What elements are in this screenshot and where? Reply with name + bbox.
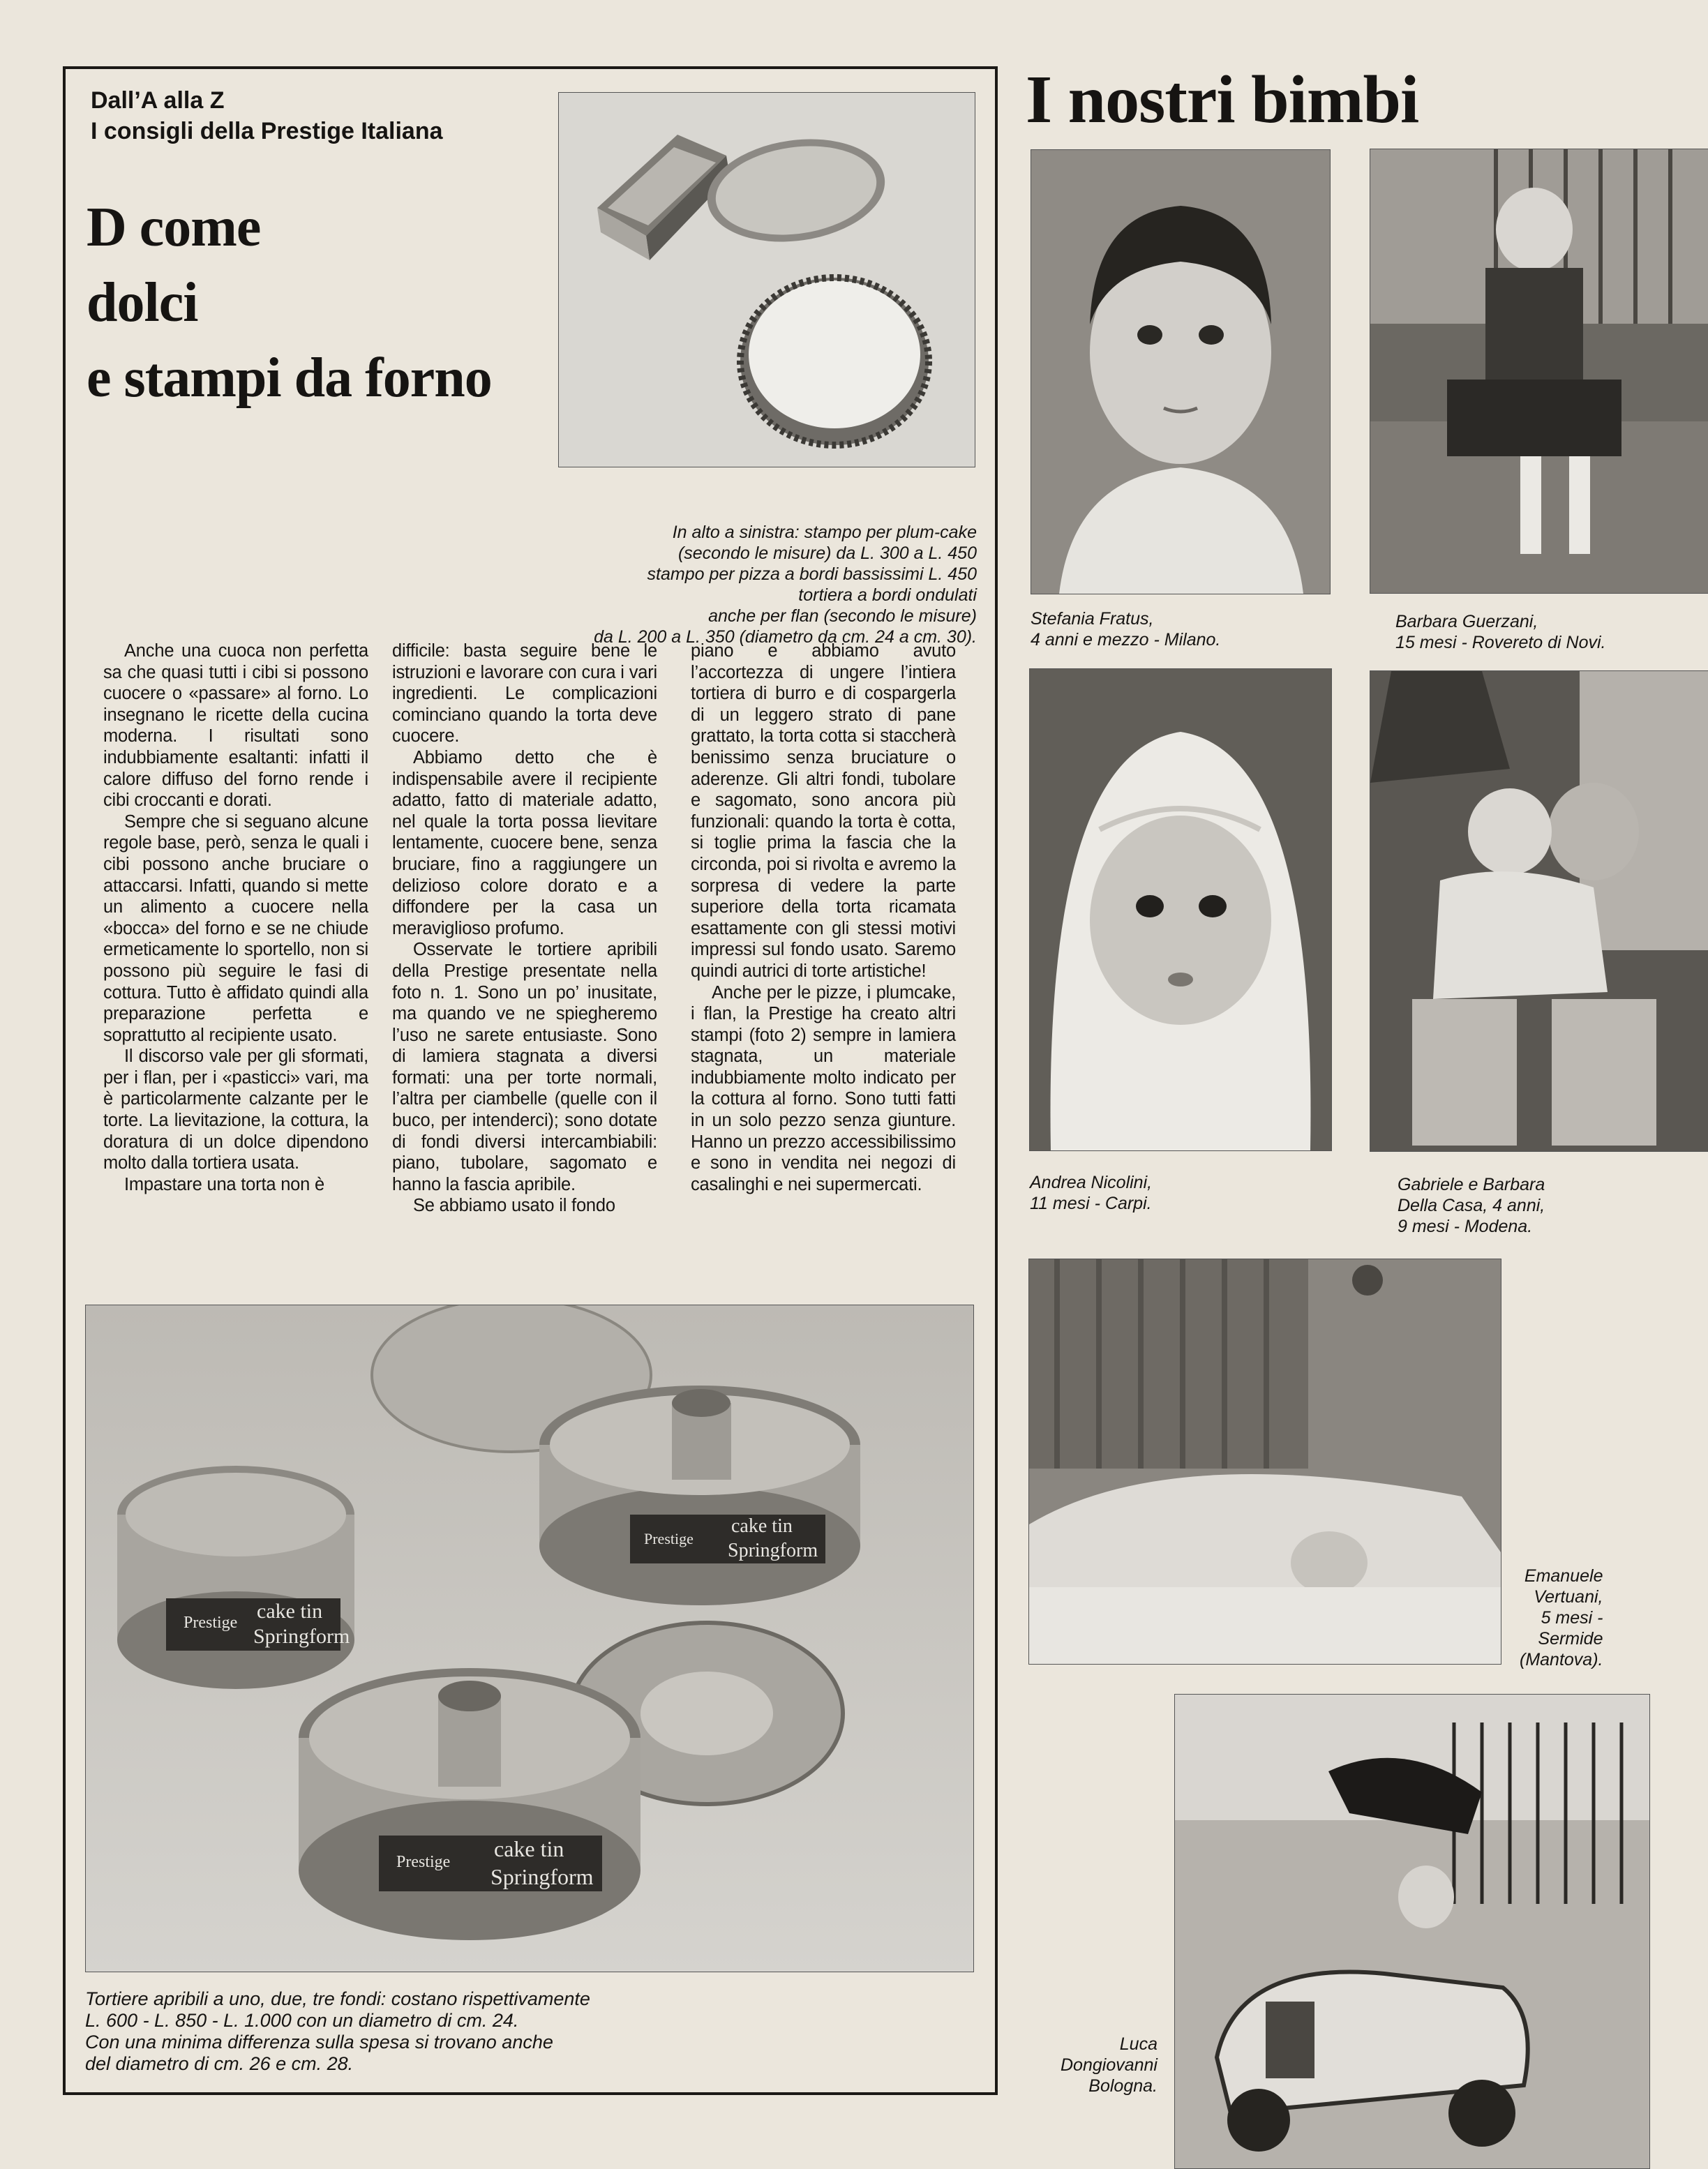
brand-label: Prestige <box>644 1530 694 1547</box>
kid-caption-emanuele <box>1520 1566 1603 1670</box>
caption-line: 5 mesi - <box>1541 1608 1603 1628</box>
caption-line: 9 mesi - Modena. <box>1398 1217 1533 1236</box>
kid-photo-andrea <box>1029 668 1332 1151</box>
headline-line: e stampi da forno <box>87 347 492 409</box>
kicker-line: Dall’A alla Z <box>91 87 225 114</box>
paragraph: piano e abbiamo avuto l’accortezza di ungere l’intiera tortiera di burro e di cospargerla di un leggero strato di pane grattato, la torta cotta si staccherà benissimo senza bruciature o aderenze. Gli altri fondi, tubolare e sagomato, sono ancora più funzionali: quando la torta è cotta, si toglie prima la fascia che la circonda, poi si rivolta e avremo la sorpresa di vedere la parte superiore della torta ricamata esattamente con gli stessi motivi impressi sul fondo usato. Saremo quindi autrici di torte artistiche! <box>691 641 956 981</box>
caption-line: stampo per pizza a bordi bassissimi L. 450 <box>647 564 977 584</box>
paragraph: Impastare una torta non è <box>124 1174 325 1194</box>
kid-photo-luca <box>1174 1694 1650 2169</box>
headline-line: D come <box>87 197 261 258</box>
product-label: Springform <box>490 1864 594 1889</box>
caption-line: Vertuani, <box>1534 1587 1603 1607</box>
kid-photo-gabriele-barbara <box>1370 670 1708 1152</box>
caption-line: Luca <box>1119 2034 1158 2054</box>
caption-line: Barbara Guerzani, <box>1395 612 1538 631</box>
caption-line: 11 mesi - Carpi. <box>1030 1194 1152 1213</box>
caption-line: Della Casa, 4 anni, <box>1398 1196 1545 1215</box>
headline-line: dolci <box>87 272 198 333</box>
bottom-photo-caption <box>85 1988 964 2075</box>
paragraph: Anche per le pizze, i plumcake, i flan, la Prestige ha creato altri stampi (foto 2) sempre in lamiera stagnata, un materiale indubbiamente molto indicato per la cottura al forno. Sono tutti fatti in un solo pezzo senza giunture. Hanno un prezzo accessibilissimo e sono in vendita nei negozi di casalinghi e nei supermercati. <box>691 982 956 1194</box>
caption-line: Andrea Nicolini, <box>1030 1173 1153 1192</box>
brand-label: Prestige <box>396 1853 451 1871</box>
section-title: I nostri bimbi <box>1026 62 1419 137</box>
paragraph: Abbiamo detto che è indispensabile avere il recipiente adatto, fatto di materiale adatto, nel quale la torta possa lievitare lentamente, cuocere bene, senza bruciare, fino a raggiungere un delizioso colore dorato e a diffondere per la casa un meraviglioso profumo. <box>392 747 657 938</box>
text-column-1 <box>103 640 368 1195</box>
article-headline <box>87 190 492 416</box>
caption-line: tortiera a bordi ondulati <box>798 585 977 605</box>
caption-line: L. 600 - L. 850 - L. 1.000 con un diametro di cm. 24. <box>85 2010 519 2031</box>
kid-caption-luca <box>1037 2034 1158 2096</box>
caption-line: Bologna. <box>1088 2076 1158 2096</box>
product-label: cake tin <box>731 1515 793 1537</box>
paragraph: Il discorso vale per gli sformati, per i flan, per i «pasticci» vari, ma è particolarmente calzante per le torte. La lievitazione, la cottura, la doratura di un dolce dipendono molto dalla tortiera usata. <box>103 1046 368 1173</box>
caption-line: Dongiovanni <box>1061 2055 1158 2075</box>
kid-photo-stefania <box>1031 149 1331 594</box>
product-label: cake tin <box>494 1836 564 1861</box>
kid-photo-barbara <box>1370 149 1708 594</box>
paragraph: Se abbiamo usato il fondo <box>413 1196 615 1216</box>
product-label: Springform <box>253 1625 350 1648</box>
article-kicker <box>91 85 443 147</box>
paragraph: Osservate le tortiere apribili della Prestige presentate nella foto n. 1. Sono un po’ inusitate, ma quando ve ne spiegheremo l’uso ne sarete entusiaste. Sono di lamiera stagnata a diversi formati: una per torte normali, l’altra per ciambelle (quelle con il buco, per intenderci); sono dotate di fondi diversi intercambiabili: piano, tubolare, sagomato e hanno la fascia apribile. <box>392 940 657 1194</box>
kid-photo-emanuele <box>1028 1259 1501 1665</box>
caption-line: Con una minima differenza sulla spesa si trovano anche <box>85 2032 553 2052</box>
product-label: cake tin <box>257 1600 323 1623</box>
caption-line: del diametro di cm. 26 e cm. 28. <box>85 2053 354 2074</box>
caption-line: Emanuele <box>1524 1566 1603 1586</box>
kid-caption-barbara <box>1395 611 1606 653</box>
caption-line: Sermide <box>1538 1629 1603 1649</box>
kid-caption-stefania <box>1031 608 1220 650</box>
text-column-3 <box>691 640 956 1195</box>
caption-line: anche per flan (secondo le misure) <box>708 606 977 626</box>
caption-line: (secondo le misure) da L. 300 a L. 450 <box>677 543 977 563</box>
paragraph: Sempre che si seguano alcune regole base, però, senza le quali i cibi possono anche bruciare o attaccarsi. Infatti, quando si mette un alimento a cuocere nella «bocca» del forno e se ne chiude ermeticamente lo sportello, non si possono più seguire le fasi di cottura. Tutto è affidato quindi alla preparazione perfetta e soprattutto al recipiente usato. <box>103 811 368 1045</box>
caption-line: da L. 200 a L. 350 (diametro da cm. 24 a cm. 30). <box>594 627 977 647</box>
paragraph: difficile: basta seguire bene le istruzioni e lavorare con cura i vari ingredienti. Le complicazioni cominciano quando la torta deve cuocere. <box>392 641 657 746</box>
top-photo-caption <box>502 522 977 647</box>
product-label: Springform <box>728 1540 818 1561</box>
baking-pans-photo <box>558 92 975 467</box>
brand-label: Prestige <box>183 1614 238 1632</box>
springform-tins-photo <box>85 1305 974 1972</box>
caption-line: (Mantova). <box>1520 1650 1603 1669</box>
kid-caption-andrea <box>1030 1172 1152 1214</box>
caption-line: In alto a sinistra: stampo per plum-cake <box>672 523 977 542</box>
kid-caption-gabriele-barbara <box>1398 1174 1545 1237</box>
caption-line: 15 mesi - Rovereto di Novi. <box>1395 633 1606 652</box>
paragraph: Anche una cuoca non perfetta sa che quasi tutti i cibi si possono cuocere o «passare» al forno. Lo insegnano le ricette della cucina moderna. I risultati sono indubbiamente esaltanti: infatti il calore diffuso del forno rende i cibi croccanti e dorati. <box>103 641 368 811</box>
caption-line: 4 anni e mezzo - Milano. <box>1031 630 1221 650</box>
caption-line: Tortiere apribili a uno, due, tre fondi: costano rispettivamente <box>85 1988 590 2009</box>
text-column-2 <box>392 640 657 1217</box>
caption-line: Gabriele e Barbara <box>1398 1175 1545 1194</box>
caption-line: Stefania Fratus, <box>1031 609 1154 629</box>
kicker-line: I consigli della Prestige Italiana <box>91 118 443 144</box>
